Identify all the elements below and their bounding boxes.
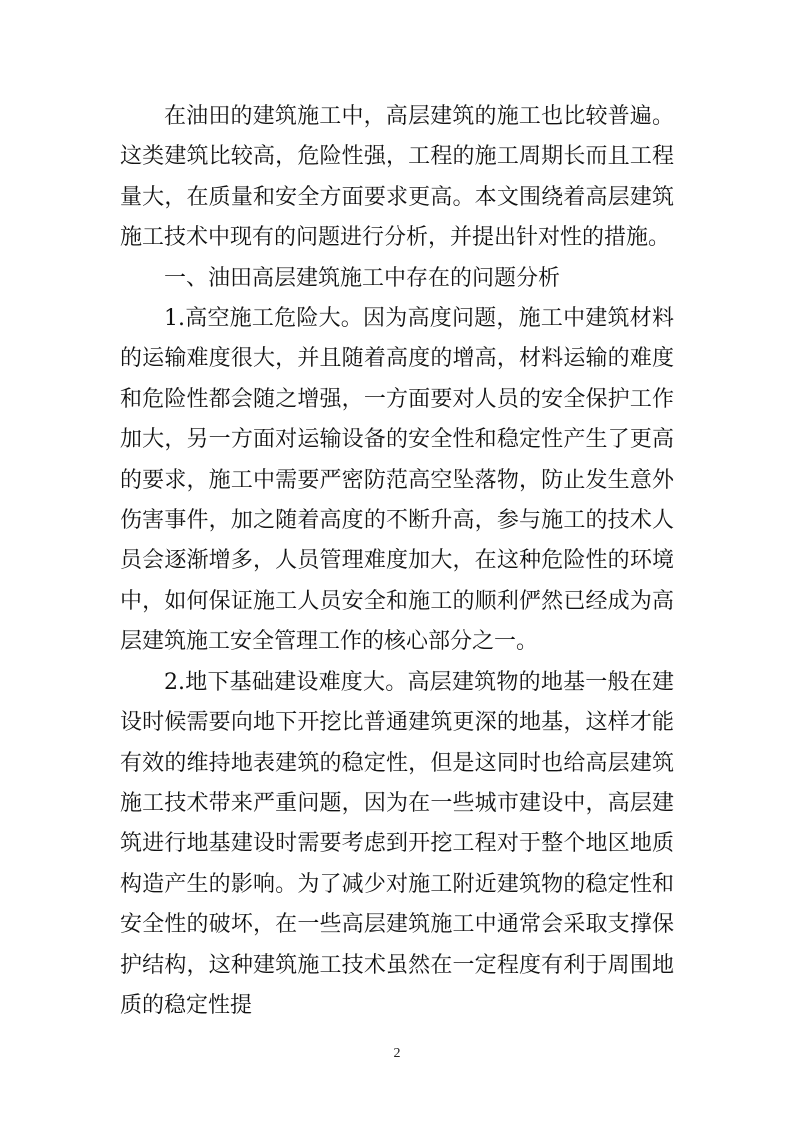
body-text: [120, 97, 674, 1026]
page-number: 2: [393, 1046, 401, 1061]
point-2-paragraph: 2.地下基础建设难度大。高层建筑物的地基一般在建设时候需要向地下开挖比普通建筑更深的地基，这样才能有效的维持地表建筑的稳定性，但是这同时也给高层建筑施工技术带来严重问题，因为在一些城市建设中，高层建筑进行地基建设时需要考虑到开挖工程对于整个地区地质构造产生的影响。为了减少对施工附近建筑物的稳定性和安全性的破坏，在一些高层建筑施工中通常会采取支撑保护结构，这种建筑施工技术虽然在一定程度有利于周围地质的稳定性提: [120, 669, 674, 1018]
section-heading: 一、油田高层建筑施工中存在的问题分析: [164, 265, 561, 291]
point-1-paragraph: 1.高空施工危险大。因为高度问题，施工中建筑材料的运输难度很大，并且随着高度的增高，材料运输的难度和危险性都会随之增强，一方面要对人员的安全保护工作加大，另一方面对运输设备的安全性和稳定性产生了更高的要求，施工中需要严密防范高空坠落物，防止发生意外伤害事件，加之随着高度的不断升高，参与施工的技术人员会逐渐增多，人员管理难度加大，在这种危险性的环境中，如何保证施工人员安全和施工的顺利俨然已经成为高层建筑施工安全管理工作的核心部分之一。: [120, 306, 674, 655]
intro-paragraph: 在油田的建筑施工中，高层建筑的施工也比较普遍。这类建筑比较高，危险性强，工程的施工周期长而且工程量大，在质量和安全方面要求更高。本文围绕着高层建筑施工技术中现有的问题进行分析，并提出针对性的措施。: [120, 104, 674, 251]
